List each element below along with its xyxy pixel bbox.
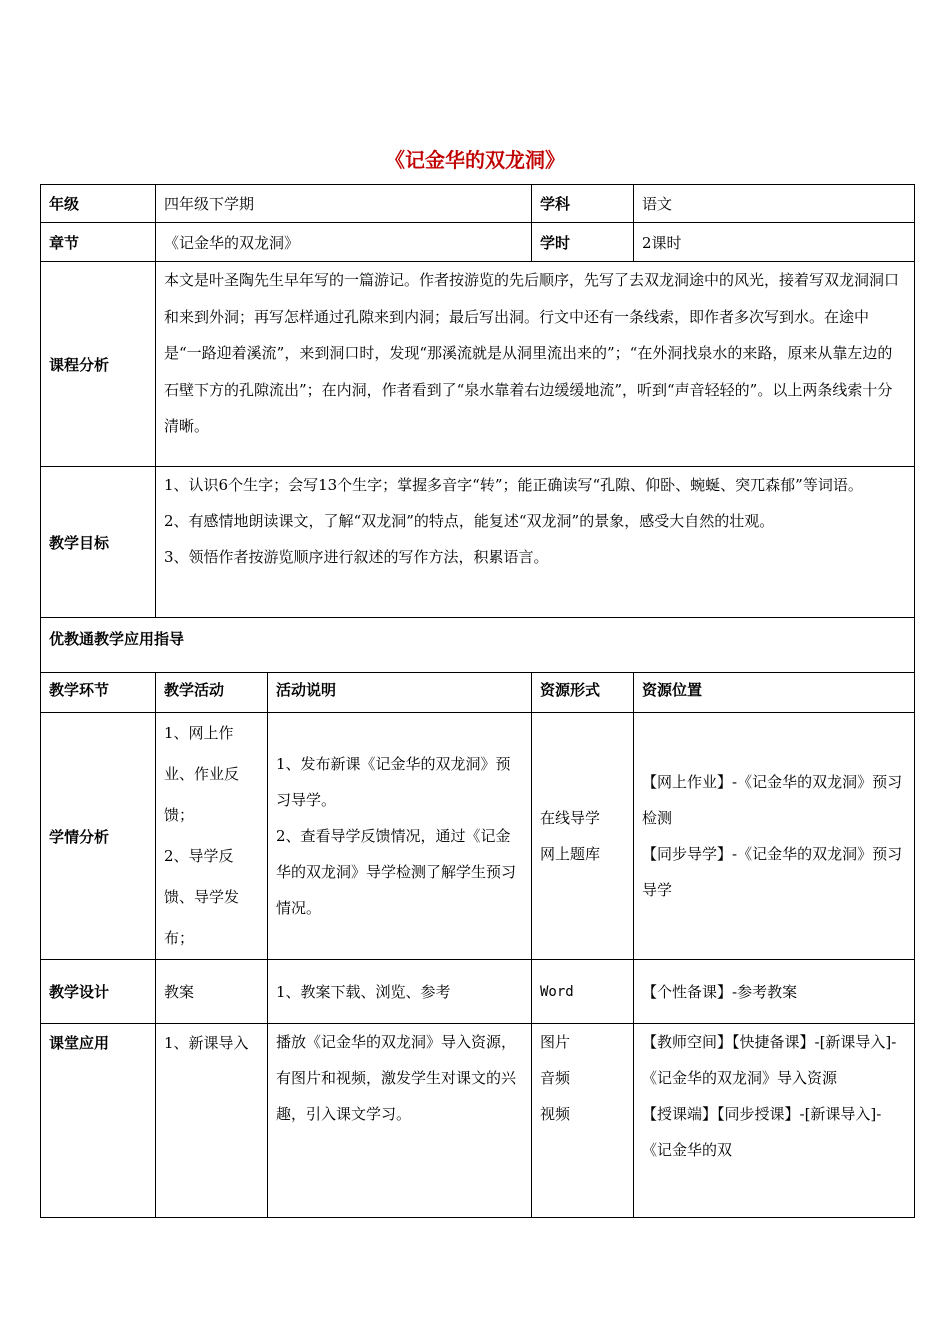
description-item: 1、发布新课《记金华的双龙洞》预习导学。 [276,755,511,809]
teaching-goals-row [41,467,915,618]
course-analysis-label: 课程分析 [41,262,156,467]
course-analysis-row [41,262,915,467]
col-header-description: 活动说明 [268,673,532,713]
activity-item: 1、网上作业、作业反馈； [164,724,240,824]
hours-label: 学时 [532,223,634,262]
col-header-activity: 教学活动 [156,673,268,713]
stage-cell: 教学设计 [41,960,156,1024]
table-row [41,960,915,1024]
form-cell [532,713,634,960]
subject-value: 语文 [634,185,915,223]
col-header-stage: 教学环节 [41,673,156,713]
col-header-form: 资源形式 [532,673,634,713]
stage-cell: 学情分析 [41,713,156,960]
form-item: 在线导学 [540,809,601,827]
activity-cell: 教案 [156,960,268,1024]
grade-label: 年级 [41,185,156,223]
goal-item: 1、认识6个生字；会写13个生字；掌握多音字“转”；能正确读写“孔隙、仰卧、蜿蜒、突兀森郁”等词语。 [164,476,863,494]
info-row-chapter [41,223,915,262]
course-analysis-text: 本文是叶圣陶先生早年写的一篇游记。作者按游览的先后顺序，先写了去双龙洞途中的风光，接着写双龙洞洞口和来到外洞；再写怎样通过孔隙来到内洞；最后写出洞。行文中还有一条线索，即作者多次写到水。在途中是“一路迎着溪流”，来到洞口时，发现“那溪流就是从洞里流出来的”；“在外洞找泉水的来路，原来从靠左边的石壁下方的孔隙流出”；在内洞，作者看到了“泉水靠着右边缓缓地流”，听到“声音轻轻的”。以上两条线索十分清晰。 [156,262,915,467]
info-row-grade [41,185,915,223]
goal-item: 2、有感情地朗读课文，了解“双龙洞”的特点，能复述“双龙洞”的景象，感受大自然的壮观。 [164,512,775,530]
form-item: 图片 [540,1033,571,1051]
document-title: 《记金华的双龙洞》 [385,148,565,172]
activity-cell: 1、新课导入 [156,1024,268,1218]
description-cell [268,713,532,960]
teaching-goals-label: 教学目标 [41,467,156,618]
teaching-goals-list [156,467,915,618]
description-cell: 播放《记金华的双龙洞》导入资源，有图片和视频，激发学生对课文的兴趣，引入课文学习。 [268,1024,532,1218]
lesson-plan-table [40,184,915,1218]
form-cell [532,1024,634,1218]
activity-item: 2、导学反馈、导学发布； [164,847,240,947]
subject-label: 学科 [532,185,634,223]
form-cell: Word [532,960,634,1024]
guide-header-row [41,673,915,713]
form-item: 网上题库 [540,845,601,863]
description-item: 2、查看导学反馈情况，通过《记金华的双龙洞》导学检测了解学生预习情况。 [276,827,517,917]
location-cell: 【个性备课】-参考教案 [634,960,915,1024]
description-cell: 1、教案下载、浏览、参考 [268,960,532,1024]
table-row [41,713,915,960]
guide-title: 优教通教学应用指导 [41,618,915,673]
location-cell [634,713,915,960]
col-header-location: 资源位置 [634,673,915,713]
form-item: 音频 [540,1069,571,1087]
location-item: 【同步导学】-《记金华的双龙洞》预习导学 [642,845,903,899]
location-item: 【网上作业】-《记金华的双龙洞》预习检测 [642,773,903,827]
stage-cell: 课堂应用 [41,1024,156,1218]
location-item: 【授课端】【同步授课】-[新课导入]-《记金华的双 [642,1105,882,1159]
form-item: 视频 [540,1105,571,1123]
activity-cell [156,713,268,960]
grade-value: 四年级下学期 [156,185,532,223]
table-row [41,1024,915,1218]
goal-item: 3、领悟作者按游览顺序进行叙述的写作方法，积累语言。 [164,548,549,566]
chapter-value: 《记金华的双龙洞》 [156,223,532,262]
location-cell [634,1024,915,1218]
chapter-label: 章节 [41,223,156,262]
hours-value: 2课时 [634,223,915,262]
location-item: 【教师空间】【快捷备课】-[新课导入]-《记金华的双龙洞》导入资源 [642,1033,897,1087]
guide-title-row [41,618,915,673]
